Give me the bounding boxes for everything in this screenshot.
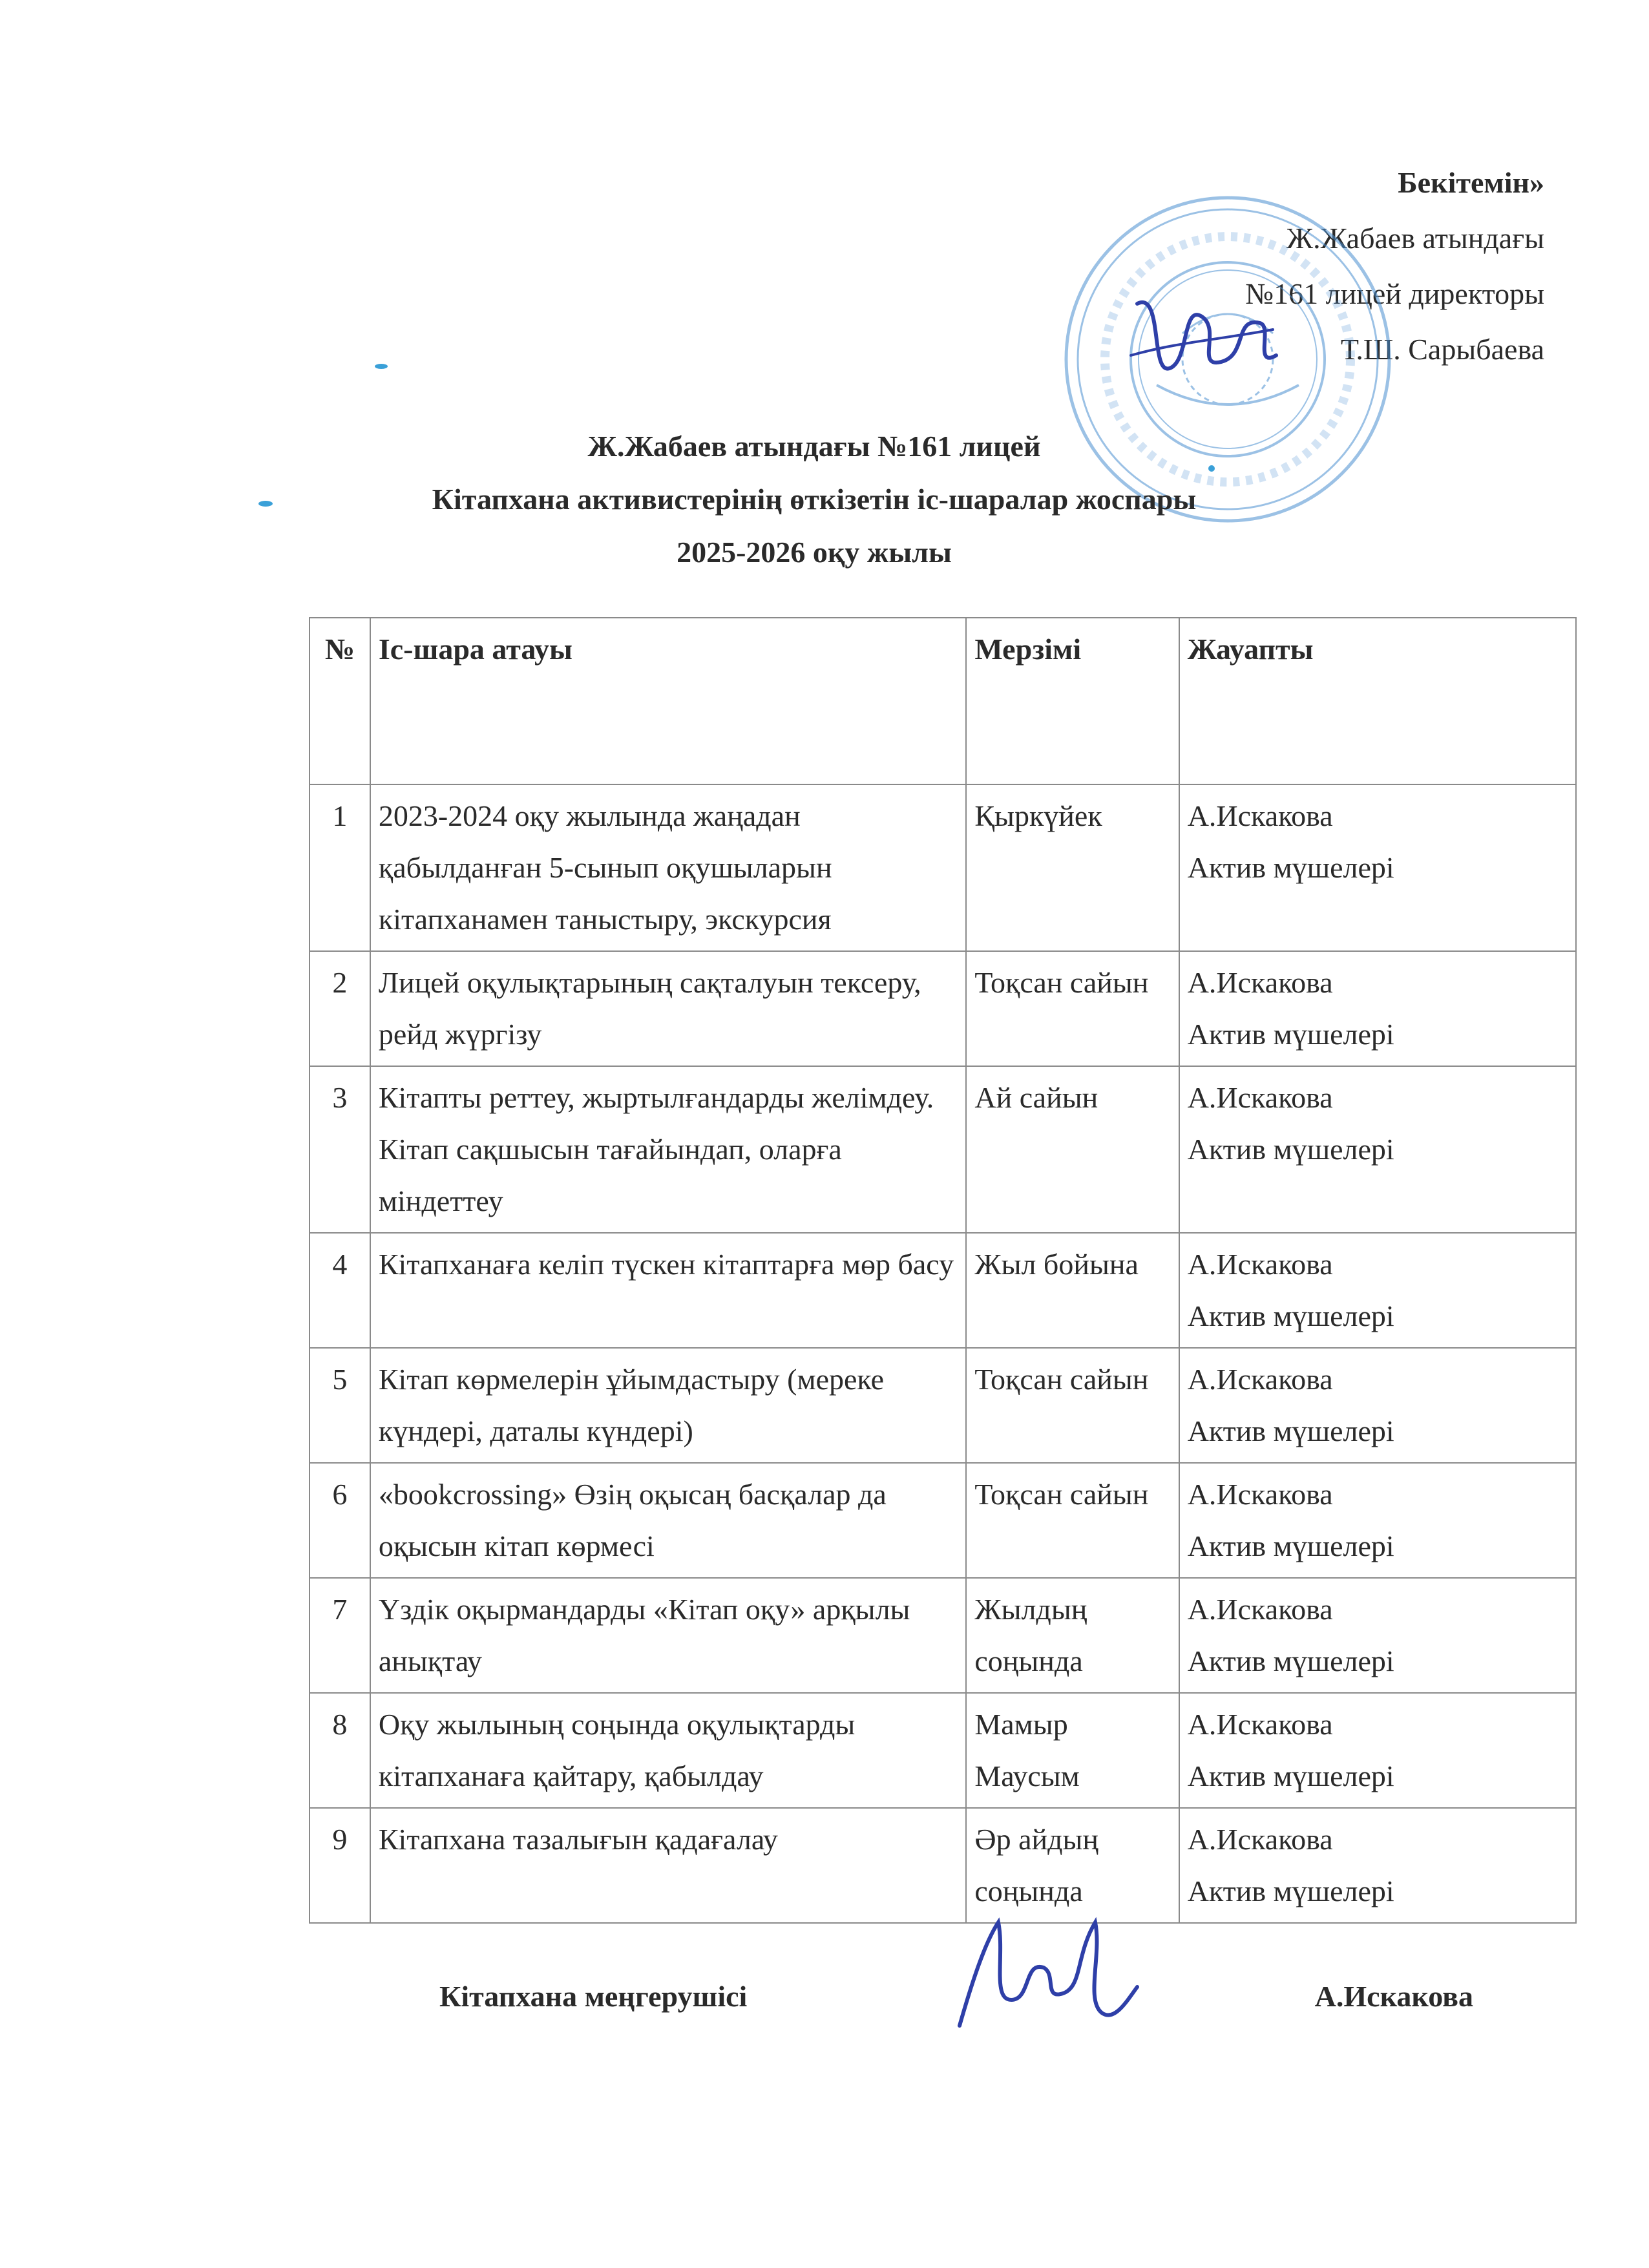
row-term: Жыл бойына	[966, 1233, 1179, 1348]
row-number: 4	[310, 1233, 370, 1348]
table-row	[310, 1348, 1576, 1463]
approval-line-3: №161 лицей директоры	[1245, 277, 1544, 310]
responsible-person: А.Искакова	[1187, 799, 1333, 832]
table-row	[310, 951, 1576, 1066]
responsible-person: А.Искакова	[1187, 1248, 1333, 1281]
heading-plan-title: Кітапхана активистерінің өткізетін іс-шаралар жоспары	[432, 483, 1197, 516]
row-number: 3	[310, 1066, 370, 1233]
approval-title: Бекітемін»	[1398, 166, 1544, 199]
header-responsible: Жауапты	[1179, 618, 1576, 784]
responsible-group: Актив мүшелері	[1187, 1529, 1394, 1562]
row-number: 2	[310, 951, 370, 1066]
row-responsible	[1179, 951, 1576, 1066]
scan-speck	[258, 501, 273, 507]
row-term: Ай сайын	[966, 1066, 1179, 1233]
table-row	[310, 1463, 1576, 1578]
footer-signature-line	[426, 1968, 1473, 2026]
table-row	[310, 1693, 1576, 1808]
row-term: Қыркүйек	[966, 784, 1179, 951]
table-row	[310, 1578, 1576, 1693]
row-responsible	[1179, 1808, 1576, 1923]
responsible-group: Актив мүшелері	[1187, 1644, 1394, 1677]
footer-role: Кітапхана меңгерушісі	[439, 1980, 748, 2013]
footer-name: А.Искакова	[1314, 1980, 1473, 2013]
events-table	[309, 617, 1577, 1924]
responsible-person: А.Искакова	[1187, 1593, 1333, 1626]
row-event: Лицей оқулықтарының сақталуын тексеру, рейд жүргізу	[370, 951, 967, 1066]
row-responsible	[1179, 1463, 1576, 1578]
scan-speck	[375, 364, 388, 369]
responsible-group: Актив мүшелері	[1187, 1299, 1394, 1332]
row-event-line-2: Кітап сақшысын тағайындап, оларға міндеттеу	[378, 1133, 842, 1217]
row-term: Жылдың соңында	[966, 1578, 1179, 1693]
row-event: 2023-2024 оқу жылында жаңадан қабылданған 5-сынып оқушыларын кітапханамен таныстыру, экскурсия	[370, 784, 967, 951]
row-term: Тоқсан сайын	[966, 1463, 1179, 1578]
table-row	[310, 1808, 1576, 1923]
responsible-group: Актив мүшелері	[1187, 1414, 1394, 1447]
approval-block	[1245, 155, 1544, 377]
row-term: Тоқсан сайын	[966, 1348, 1179, 1463]
row-number: 7	[310, 1578, 370, 1693]
row-number: 9	[310, 1808, 370, 1923]
row-number: 8	[310, 1693, 370, 1808]
row-event: «bookcrossing» Өзің оқысаң басқалар да оқысын кітап көрмесі	[370, 1463, 967, 1578]
row-event: Кітапханаға келіп түскен кітаптарға мөр басу	[370, 1233, 967, 1348]
row-responsible	[1179, 1348, 1576, 1463]
header-term: Мерзімі	[966, 618, 1179, 784]
row-event: Кітап көрмелерін ұйымдастыру (мереке күндері, даталы күндері)	[370, 1348, 967, 1463]
responsible-person: А.Искакова	[1187, 1708, 1333, 1741]
heading-school-year: 2025-2026 оқу жылы	[677, 536, 952, 569]
table-header-row	[310, 618, 1576, 784]
responsible-person: А.Искакова	[1187, 1823, 1333, 1856]
row-responsible	[1179, 1233, 1576, 1348]
heading-school: Ж.Жабаев атындағы №161 лицей	[587, 430, 1041, 463]
document-heading	[362, 420, 1266, 579]
row-responsible	[1179, 1066, 1576, 1233]
responsible-group: Актив мүшелері	[1187, 1759, 1394, 1792]
row-responsible	[1179, 1578, 1576, 1693]
row-event-line-1: Кітапты реттеу, жыртылғандарды желімдеу.	[378, 1081, 934, 1114]
row-number: 1	[310, 784, 370, 951]
row-responsible	[1179, 784, 1576, 951]
scan-speck	[1208, 465, 1215, 472]
responsible-group: Актив мүшелері	[1187, 1018, 1394, 1051]
table-row	[310, 1233, 1576, 1348]
responsible-person: А.Искакова	[1187, 1081, 1333, 1114]
row-term: Тоқсан сайын	[966, 951, 1179, 1066]
row-event: Кітапхана тазалығын қадағалау	[370, 1808, 967, 1923]
responsible-group: Актив мүшелері	[1187, 851, 1394, 884]
responsible-group: Актив мүшелері	[1187, 1874, 1394, 1907]
table-row	[310, 1066, 1576, 1233]
responsible-person: А.Искакова	[1187, 1478, 1333, 1511]
row-number: 5	[310, 1348, 370, 1463]
row-responsible	[1179, 1693, 1576, 1808]
responsible-person: А.Искакова	[1187, 966, 1333, 999]
responsible-group: Актив мүшелері	[1187, 1133, 1394, 1166]
approval-director-name: Т.Ш. Сарыбаева	[1340, 333, 1544, 366]
table-row	[310, 784, 1576, 951]
row-event: Үздік оқырмандарды «Кітап оқу» арқылы анықтау	[370, 1578, 967, 1693]
row-event	[370, 1066, 967, 1233]
row-number: 6	[310, 1463, 370, 1578]
approval-line-2: Ж.Жабаев атындағы	[1286, 222, 1544, 255]
row-term: Мамыр Маусым	[966, 1693, 1179, 1808]
responsible-person: А.Искакова	[1187, 1363, 1333, 1396]
row-event: Оқу жылының соңында оқулықтарды кітапханаға қайтару, қабылдау	[370, 1693, 967, 1808]
header-event: Іс-шара атауы	[370, 618, 967, 784]
header-number: №	[310, 618, 370, 784]
row-term: Әр айдың соңында	[966, 1808, 1179, 1923]
